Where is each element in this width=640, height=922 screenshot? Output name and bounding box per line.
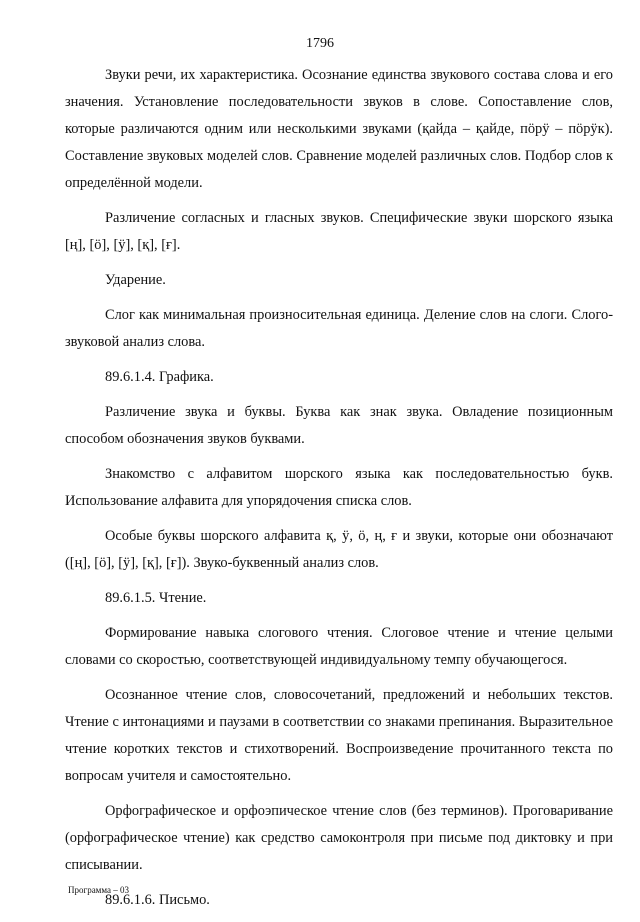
paragraph-syllabic-reading: Формирование навыка слогового чтения. Слоговое чтение и чтение целыми словами со скоростью, соответствующей индивидуальному темпу обучающегося.: [65, 625, 613, 668]
paragraph-stress: Ударение.: [105, 272, 166, 288]
document-body: [65, 62, 613, 922]
section-heading-writing: 89.6.1.6. Письмо.: [105, 892, 210, 908]
paragraph-conscious-reading: Осознанное чтение слов, словосочетаний, предложений и небольших текстов. Чтение с интонациями и паузами в соответствии со знаками препинания. Выразительное чтение коротких текстов и стихотворений. Воспроизведение прочитанного текста по вопросам учителя и самостоятельно.: [65, 687, 613, 784]
paragraph-consonants-vowels: Различение согласных и гласных звуков. Специфические звуки шорского языка [ң], [ö], [ӱ], [қ], [ғ].: [65, 210, 613, 253]
footer-label: Программа – 03: [68, 885, 130, 895]
section-heading-reading: 89.6.1.5. Чтение.: [105, 590, 207, 606]
page-number: 1796: [306, 36, 334, 51]
paragraph-sound-letter: Различение звука и буквы. Буква как знак звука. Овладение позиционным способом обозначения звуков буквами.: [65, 404, 613, 447]
paragraph-alphabet: Знакомство с алфавитом шорского языка как последовательностью букв. Использование алфавита для упорядочения списка слов.: [65, 466, 613, 509]
paragraph-orthographic-reading: Орфографическое и орфоэпическое чтение слов (без терминов). Проговаривание (орфографическое чтение) как средство самоконтроля при письме под диктовку и при списывании.: [65, 803, 613, 873]
paragraph-sound-characteristics: Звуки речи, их характеристика. Осознание единства звукового состава слова и его значения. Установление последовательности звуков в слове. Сопоставление слов, которые различаются одним или несколькими звуками (қайда – қайде, пöрӱ – пöрӱк). Составление звуковых моделей слов. Сравнение моделей различных слов. Подбор слов к определённой модели.: [65, 67, 613, 191]
paragraph-syllable: Слог как минимальная произносительная единица. Деление слов на слоги. Слого-звуковой анализ слова.: [65, 307, 613, 350]
section-heading-graphics: 89.6.1.4. Графика.: [105, 369, 214, 385]
paragraph-special-letters: Особые буквы шорского алфавита қ, ӱ, ö, ң, ғ и звуки, которые они обозначают ([ң], [ö], [ӱ], [қ], [ғ]). Звуко-буквенный анализ слов.: [65, 528, 613, 571]
